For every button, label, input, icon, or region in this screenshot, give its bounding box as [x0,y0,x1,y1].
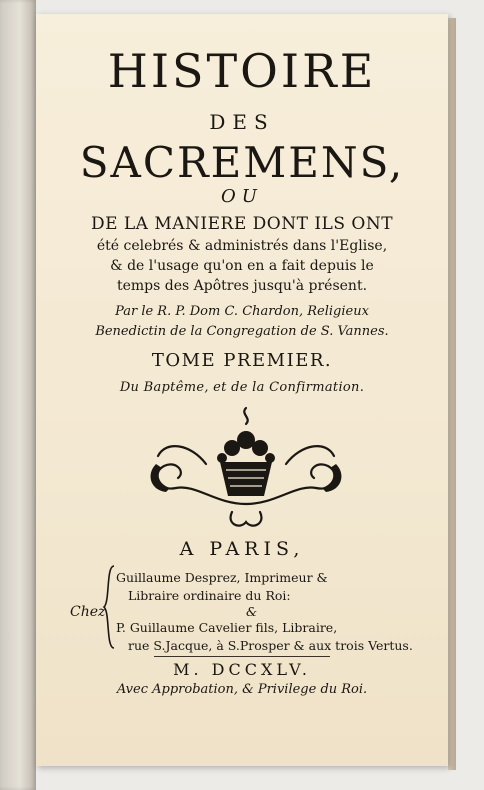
divider-rule [154,656,330,657]
subtitle-line-3: & de l'usage qu'on en a fait depuis le [110,258,374,274]
title-histoire: HISTOIRE [107,44,377,98]
title-ou: OU [221,186,263,207]
subtitle-line-1: DE LA MANIERE DONT ILS ONT [90,214,394,234]
volume-subject: Du Baptême, et de la Confirmation. [119,380,365,395]
approbation-line: Avec Approbation, & Privilege du Roi. [116,682,368,697]
title-des: DES [209,110,275,134]
volume-title: TOME PREMIER. [151,350,333,371]
imprint-ampersand: & [246,604,258,619]
subtitle-line-2: été celebrés & administrés dans l'Eglise, [96,238,388,254]
printer-2-line-1: P. Guillaume Cavelier fils, Libraire, [116,620,338,635]
author-line-2: Benedictin de la Congregation de S. Vannes. [95,324,389,339]
book-spine [0,0,36,790]
publication-year: M. DCCXLV. [173,660,311,679]
imprint-chez: Chez [70,604,106,620]
curly-brace-icon [102,564,116,650]
printer-1-line-1: Guillaume Desprez, Imprimeur & [116,570,328,585]
title-sacremens: SACREMENS, [79,138,405,187]
printer-2-line-2: rue S.Jacque, à S.Prosper & aux trois Vertus. [128,638,413,653]
page-edge [448,18,456,770]
flower-basket-ornament-icon [136,404,356,534]
author-line-1: Par le R. P. Dom C. Chardon, Religieux [115,304,369,319]
printer-1-line-2: Libraire ordinaire du Roi: [128,588,291,603]
subtitle-line-4: temps des Apôtres jusqu'à présent. [116,278,368,294]
title-page [36,14,448,766]
imprint-city: A PARIS, [179,538,305,560]
